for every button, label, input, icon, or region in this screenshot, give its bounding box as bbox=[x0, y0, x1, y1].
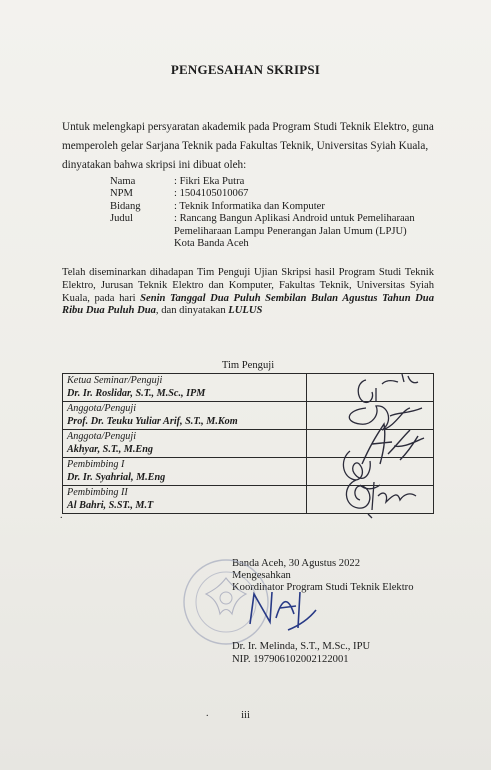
field-npm bbox=[110, 188, 424, 200]
coordinator-name: Dr. Ir. Melinda, S.T., M.Sc., IPU bbox=[232, 641, 371, 652]
examiner-role: Pembimbing II bbox=[67, 487, 128, 498]
page-title: PENGESAHAN SKRIPSI bbox=[170, 62, 321, 77]
examiner-cell bbox=[63, 486, 307, 514]
paragraph-text: , dan dinyatakan bbox=[155, 305, 229, 317]
stray-mark: . bbox=[206, 708, 209, 719]
paragraph-text: Telah diseminarkan dihadapan Tim Penguji Ujian Skripsi hasil Program Studi Teknik Elektro, Jurusan Teknik Elektro dan Komputer, Fakultas Teknik, Universitas Syiah Kuala, pada hari bbox=[62, 267, 434, 304]
signature-al-bahri bbox=[338, 470, 428, 518]
approval-label: Mengesahkan bbox=[232, 570, 291, 581]
examiner-name: Dr. Ir. Syahrial, M.Eng bbox=[67, 472, 166, 483]
field-label: NPM bbox=[110, 188, 133, 200]
field-bidang bbox=[110, 201, 424, 213]
field-value: : Teknik Informatika dan Komputer bbox=[174, 200, 325, 212]
stray-mark: . bbox=[60, 510, 63, 521]
seminar-paragraph bbox=[62, 267, 434, 318]
field-value: : Rancang Bangun Aplikasi Android untuk Pemeliharaan Pemeliharaan Lampu Penerangan Jalan Umum (LPJU) Kota Banda Aceh bbox=[174, 213, 415, 250]
examiner-name: Akhyar, S.T., M.Eng bbox=[67, 444, 153, 455]
examiner-role: Ketua Seminar/Penguji bbox=[67, 375, 163, 386]
intro-line: Untuk melengkapi persyaratan akademik pada Program Studi Teknik Elektro, guna bbox=[62, 121, 434, 133]
examiner-name: Dr. Ir. Roslidar, S.T., M.Sc., IPM bbox=[67, 388, 206, 399]
field-value: : 1504105010067 bbox=[174, 188, 249, 200]
student-fields bbox=[110, 176, 424, 250]
examiner-role: Anggota/Penguji bbox=[67, 431, 137, 442]
examiner-role: Pembimbing I bbox=[67, 459, 125, 470]
examiner-cell bbox=[63, 430, 307, 458]
coordinator-nip: NIP. 197906102002122001 bbox=[232, 654, 349, 665]
place-date: Banda Aceh, 30 Agustus 2022 bbox=[232, 558, 360, 569]
examiner-cell bbox=[63, 374, 307, 402]
intro-paragraph bbox=[62, 118, 434, 175]
signature-melinda bbox=[242, 584, 320, 634]
field-nama bbox=[110, 176, 424, 188]
examiner-role: Anggota/Penguji bbox=[67, 403, 137, 414]
field-judul bbox=[110, 213, 424, 250]
seminar-date: Senin Tanggal Dua Puluh Sembilan Bulan Agustus Tahun Dua Ribu Dua Puluh Dua bbox=[62, 292, 434, 317]
field-label: Bidang bbox=[110, 200, 141, 212]
field-value: : Fikri Eka Putra bbox=[174, 176, 245, 187]
intro-line: memperoleh gelar Sarjana Teknik pada Fakultas Teknik, Universitas Syiah Kuala, bbox=[62, 140, 429, 152]
examiner-cell bbox=[63, 458, 307, 486]
coordinator-position: Koordinator Program Studi Teknik Elektro bbox=[232, 582, 414, 593]
examiner-name: Prof. Dr. Teuku Yuliar Arif, S.T., M.Kom bbox=[67, 416, 238, 427]
result-status: LULUS bbox=[228, 305, 263, 317]
field-label: Judul bbox=[110, 213, 133, 225]
table-title: Tim Penguji bbox=[221, 360, 275, 371]
examiner-cell bbox=[63, 402, 307, 430]
page-number: iii bbox=[241, 710, 250, 721]
field-label: Nama bbox=[110, 176, 136, 187]
examiner-name: Al Bahri, S.ST., M.T bbox=[67, 500, 154, 511]
coordinator-signature-block bbox=[232, 640, 370, 666]
intro-line: dinyatakan bahwa skripsi ini dibuat oleh: bbox=[62, 159, 247, 171]
